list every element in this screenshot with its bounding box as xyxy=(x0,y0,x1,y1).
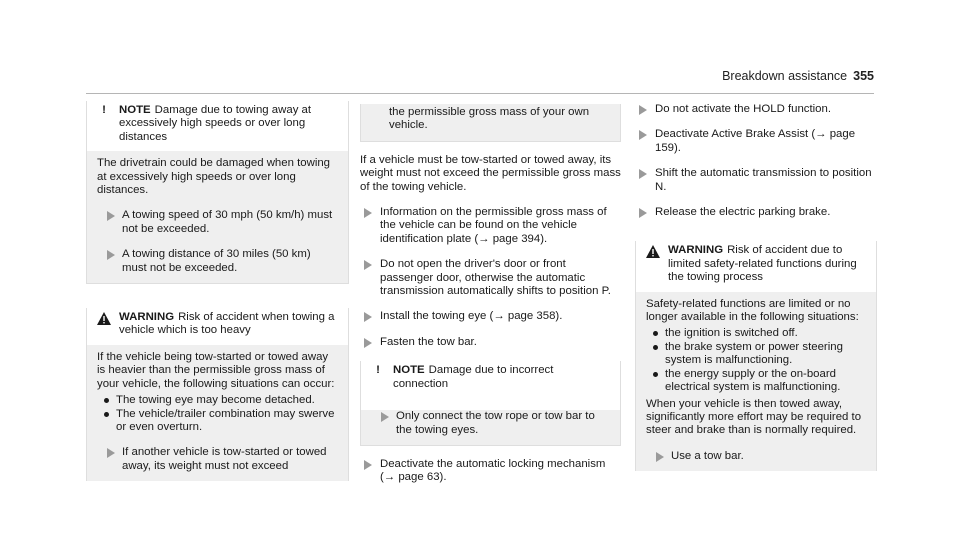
continued-text-block xyxy=(361,104,620,141)
note-body xyxy=(87,151,348,283)
step-item: Only connect the tow rope or tow bar to the towing eyes. xyxy=(371,410,610,437)
step-item: Fasten the tow bar. xyxy=(360,336,621,349)
note-box-towing-speed xyxy=(86,101,349,284)
warning-text: If the vehicle being tow-started or towed away is heavier than the permissible gross mass of your vehicle, the following situations can occur: xyxy=(97,350,335,390)
towing-intro: If a vehicle must be tow-started or towed away, its weight must not exceed the permissible gross mass of the towing vehicle. xyxy=(360,153,621,193)
step-item: Do not activate the HOLD function. xyxy=(635,103,877,116)
warning-title: WARNING Risk of accident when towing a vehicle which is too heavy xyxy=(119,311,335,337)
page-header xyxy=(722,69,874,83)
warning-text-2: When your vehicle is then towed away, significantly more effort may be required to steer and brake than is normally required. xyxy=(646,397,862,437)
column-1 xyxy=(86,101,349,481)
warning-box-heavy-vehicle xyxy=(86,308,349,481)
note-header xyxy=(361,361,620,398)
step-item: Do not open the driver's door or front passenger door, otherwise the automatic transmission automatically shifts to position P. xyxy=(360,258,621,298)
step-item: Deactivate Active Brake Assist (→ page 159). xyxy=(635,128,877,155)
exclamation-icon: ! xyxy=(376,364,380,377)
warning-body xyxy=(87,345,348,481)
note-title: NOTE Damage due to incorrect connection xyxy=(393,364,554,390)
step-item: Information on the permissible gross mass of the vehicle can be found on the vehicle identification plate (→ page 394). xyxy=(360,206,621,246)
page-number: 355 xyxy=(853,69,874,83)
header-divider xyxy=(86,93,874,94)
note-body xyxy=(361,410,620,445)
warning-icon xyxy=(97,312,111,325)
bullet-item: the energy supply or the on-board electrical system is malfunctioning. xyxy=(646,368,866,395)
note-title: NOTE Damage due to towing away at excessively high speeds or over long distances xyxy=(119,104,312,143)
warning-body xyxy=(636,292,876,471)
step-item: Use a tow bar. xyxy=(646,450,866,463)
warning-text: Safety-related functions are limited or no longer available in the following situations: xyxy=(646,297,859,324)
bullet-item: the brake system or power steering system is malfunctioning. xyxy=(646,341,866,368)
step-item: Shift the automatic transmission to position N. xyxy=(635,167,877,194)
warning-header xyxy=(87,308,348,345)
warning-icon xyxy=(646,245,660,258)
warning-box-continued xyxy=(360,104,621,142)
note-header xyxy=(87,101,348,151)
warning-title: WARNING Risk of accident due to limited safety-related functions during the towing process xyxy=(668,244,857,284)
bullet-item: The vehicle/trailer combination may swerve or even overturn. xyxy=(97,408,338,435)
warning-box-safety xyxy=(635,241,877,471)
step-item: If another vehicle is tow-started or towed away, its weight must not exceed xyxy=(97,446,338,473)
continued-text: the permissible gross mass of your own vehicle. xyxy=(389,106,590,132)
step-item: Release the electric parking brake. xyxy=(635,206,877,219)
note-text: The drivetrain could be damaged when towing at excessively high speeds or over long distances. xyxy=(97,157,331,197)
bullet-list xyxy=(646,327,866,394)
bullet-item: the ignition is switched off. xyxy=(646,327,866,340)
bullet-item: The towing eye may become detached. xyxy=(97,394,338,407)
warning-header xyxy=(636,241,876,291)
exclamation-icon: ! xyxy=(102,104,106,116)
step-item: A towing distance of 30 miles (50 km) must not be exceeded. xyxy=(97,248,338,275)
note-box-connection xyxy=(360,361,621,446)
bullet-list xyxy=(97,394,338,434)
step-item: A towing speed of 30 mph (50 km/h) must not be exceeded. xyxy=(97,209,338,236)
step-item: Deactivate the automatic locking mechanism (→ page 63). xyxy=(360,458,621,485)
column-3 xyxy=(635,103,877,471)
column-2 xyxy=(360,104,621,485)
step-item: Install the towing eye (→ page 358). xyxy=(360,310,621,323)
section-title: Breakdown assistance xyxy=(722,69,848,83)
